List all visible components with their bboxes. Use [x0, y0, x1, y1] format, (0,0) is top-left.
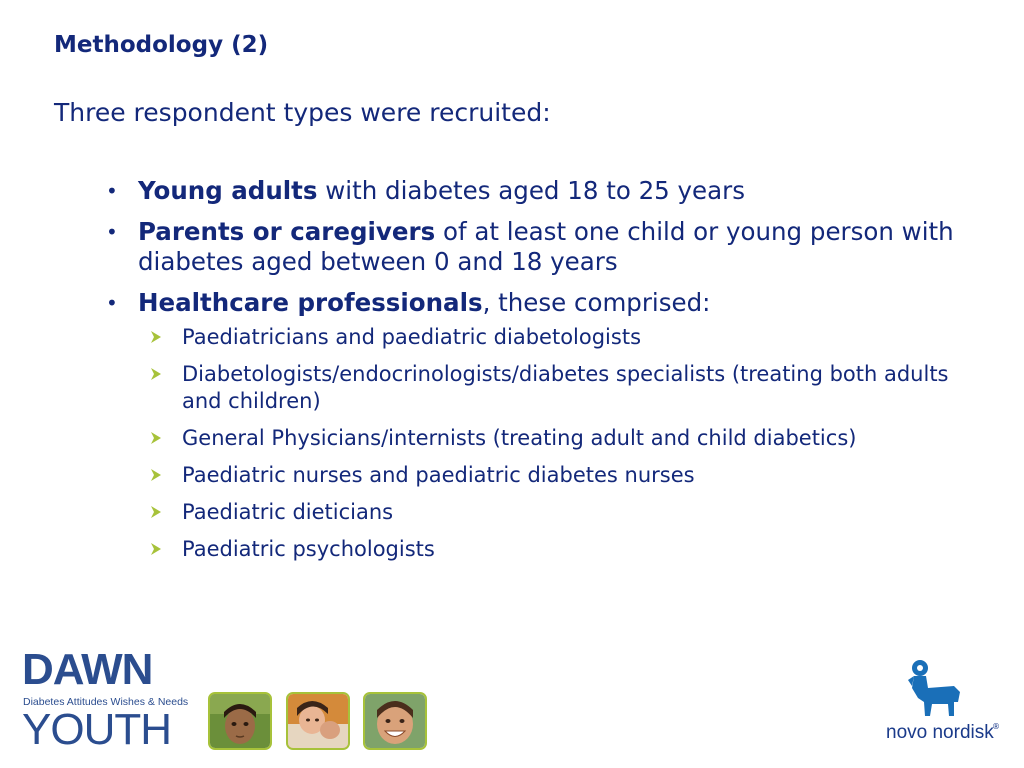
intro-text: Three respondent types were recruited: [54, 98, 551, 127]
child-photo-2-image [288, 694, 348, 748]
arrow-bullet-icon [150, 330, 162, 344]
child-photo-1-image [210, 694, 270, 748]
arrow-bullet-icon [150, 505, 162, 519]
arrow-bullet-icon [150, 468, 162, 482]
apis-bull-icon [906, 658, 968, 720]
child-photo-1 [208, 692, 272, 750]
respondent-list [106, 176, 986, 574]
arrow-bullet-icon [150, 431, 162, 445]
sub-item [150, 425, 986, 452]
sub-item [150, 536, 986, 563]
hcp-sub-list [138, 324, 986, 563]
sub-item [150, 462, 986, 489]
registered-mark: ® [992, 722, 1000, 731]
sub-item-text: Paediatric psychologists [182, 537, 435, 561]
bullet-young-adults [106, 176, 986, 206]
dawn-subtitle: Diabetes Attitudes Wishes & Needs [23, 696, 189, 708]
novo-nordisk-logo [880, 658, 1004, 748]
sub-item [150, 324, 986, 351]
bullet-text: , these comprised: [482, 288, 711, 317]
slide-footer [0, 640, 1024, 768]
child-photo-3 [363, 692, 427, 750]
bullet-dot-icon: • [106, 179, 118, 203]
bullet-bold: Healthcare professionals [138, 288, 483, 317]
bullet-parents [106, 217, 986, 277]
novo-nordisk-wordmark: novo nordisk [886, 722, 994, 743]
sub-item [150, 361, 986, 415]
sub-item-text: Diabetologists/endocrinologists/diabetes specialists (treating both adults and children) [182, 362, 949, 413]
bullet-text: of at least one child or young person with diabetes aged between 0 and 18 years [138, 217, 954, 276]
arrow-bullet-icon [150, 367, 162, 381]
slide-title: Methodology (2) [54, 32, 269, 58]
sub-item-text: General Physicians/internists (treating adult and child diabetics) [182, 426, 857, 450]
bullet-text: with diabetes aged 18 to 25 years [317, 176, 745, 205]
sub-item-text: Paediatric dieticians [182, 500, 394, 524]
bullet-dot-icon: • [106, 220, 118, 244]
bullet-bold: Parents or caregivers [138, 217, 436, 246]
youth-wordmark: YOUTH [22, 705, 171, 754]
dawn-wordmark: DAWN [22, 645, 153, 694]
child-photo-3-image [365, 694, 425, 748]
child-photo-2 [286, 692, 350, 750]
bullet-hcp [106, 288, 986, 563]
bullet-bold: Young adults [138, 176, 318, 205]
arrow-bullet-icon [150, 542, 162, 556]
sub-item-text: Paediatricians and paediatric diabetologists [182, 325, 642, 349]
sub-item [150, 499, 986, 526]
bullet-dot-icon: • [106, 291, 118, 315]
sub-item-text: Paediatric nurses and paediatric diabetes nurses [182, 463, 695, 487]
dawn-youth-logo [22, 645, 190, 754]
